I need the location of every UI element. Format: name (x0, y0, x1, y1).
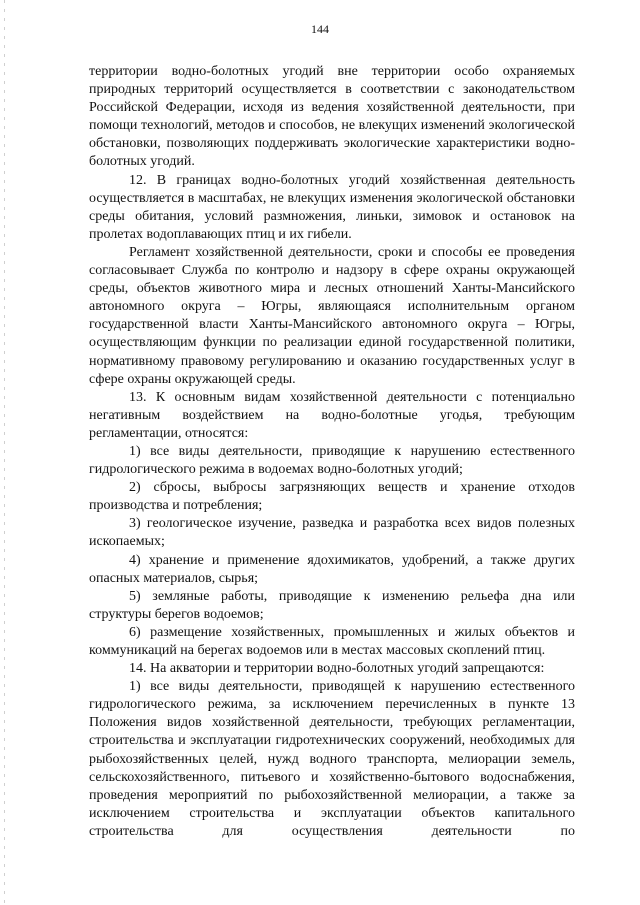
list-item-13-6: 6) размещение хозяйственных, промышленных и жилых объектов и коммуникаций на берегах водоемов или в местах массовых скоплений птиц. (89, 624, 575, 658)
paragraph-item-12: 12. В границах водно-болотных угодий хозяйственная деятельность осуществляется в масштабах, не влекущих изменения экологической обстановки среды обитания, условий размножения, линьки, зимовок и остановок на пролетах водоплавающих птиц и их гибели. (89, 172, 575, 242)
list-item-13-5: 5) земляные работы, приводящие к изменению рельефа дна или структуры берегов водоемов; (89, 588, 575, 622)
paragraph-regulation: Регламент хозяйственной деятельности, сроки и способы ее проведения согласовывает Служба по контролю и надзору в сфере охраны окружающей среды, объектов животного мира и лесных отношений Ханты-Мансийского автономного округа – Югры, являющаяся исполнительным органом государственной власти Ханты-Мансийского автономного округа – Югры, осуществляющим функции по реализации единой государственной политики, нормативному правовому регулированию и оказанию государственных услуг в сфере охраны окружающей среды. (89, 244, 575, 387)
list-item-14-1: 1) все виды деятельности, приводящей к нарушению естественного гидрологического режима, за исключением перечисленных в пункте 13 Положения видов хозяйственной деятельности, требующих регламентации, строительства и эксплуатации гидротехнических сооружений, необходимых для рыбохозяйственных целей, нужд водного транспорта, мелиорации земель, сельскохозяйственного, питьевого и хозяйственно-бытового водоснабжения, проведения мероприятий по рыбохозяйственной мелиорации, а также за исключением строительства и эксплуатации объектов капитального строительства для осуществления деятельности по (89, 679, 575, 839)
document-body (89, 63, 575, 841)
paragraph-item-13: 13. К основным видам хозяйственной деятельности с потенциально негативным воздействием на водно-болотные угодья, требующим регламентации, относятся: (89, 389, 575, 441)
list-item-13-1: 1) все виды деятельности, приводящие к нарушению естественного гидрологического режима в водоемах водно-болотных угодий; (89, 443, 575, 478)
list-item-13-4: 4) хранение и применение ядохимикатов, удобрений, а также других опасных материалов, сырья; (89, 552, 575, 586)
paragraph-continuation: территории водно-болотных угодий вне территории особо охраняемых природных территорий осуществляется в соответствии с законодательством Российской Федерации, исходя из ведения хозяйственной деятельности, при помощи технологий, методов и способов, не влекущих изменений экологической обстановки, позволяющих поддерживать экологические характеристики водно-болотных угодий. (89, 64, 575, 170)
paragraph-item-14: 14. На акватории и территории водно-болотных угодий запрещаются: (129, 661, 545, 677)
page-number: 144 (311, 22, 329, 36)
list-item-13-3: 3) геологическое изучение, разведка и разработка всех видов полезных ископаемых; (89, 516, 575, 550)
list-item-13-2: 2) сбросы, выбросы загрязняющих веществ и хранение отходов производства и потребления; (89, 480, 575, 514)
scan-edge-line (4, 0, 5, 905)
